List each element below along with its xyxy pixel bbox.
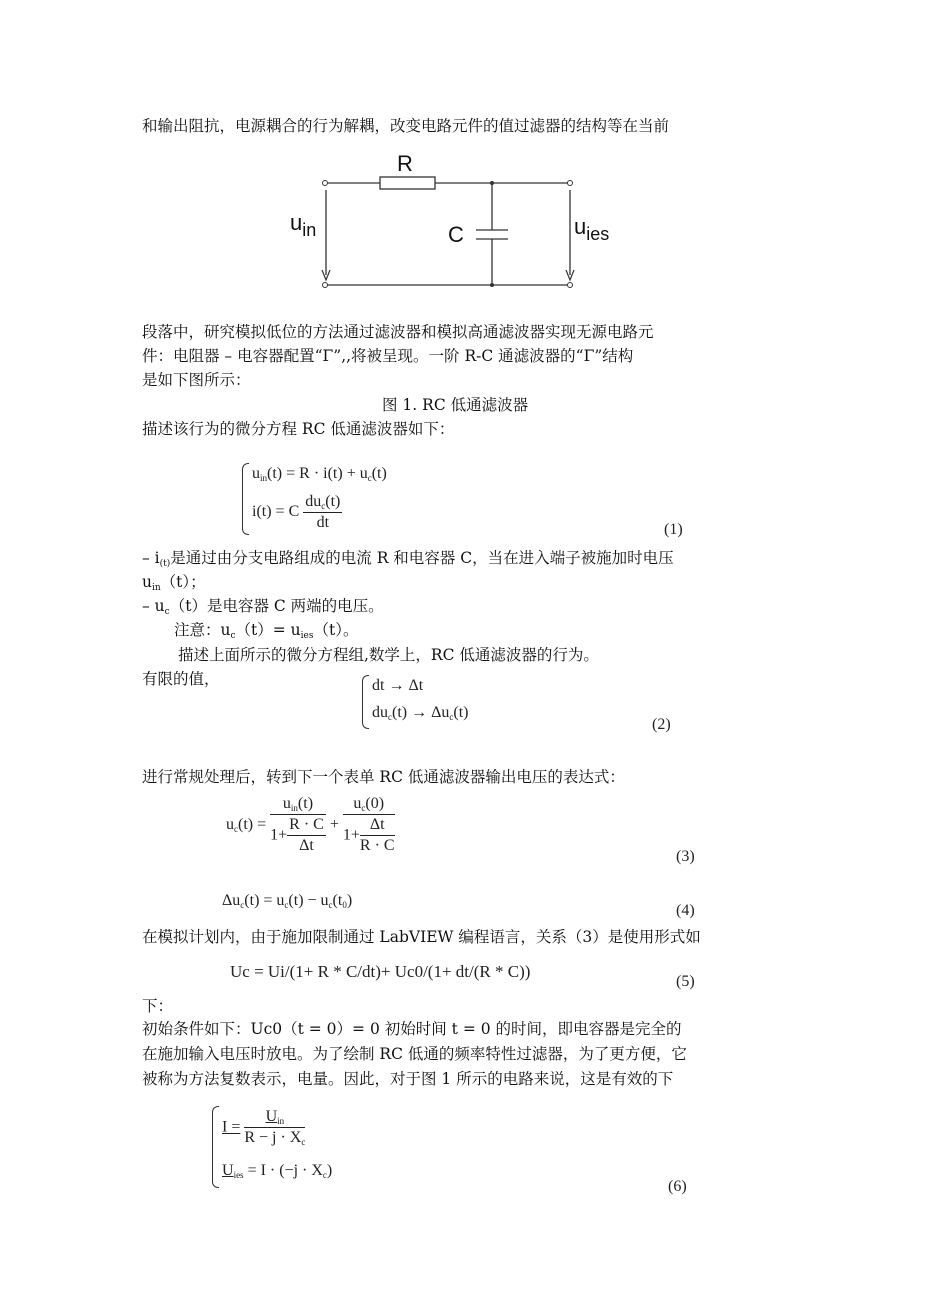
equation-1a: $u_{in}(t) = R \cdot i(t) + u_c(t)$ <box>252 465 387 483</box>
paragraph-line: 描述该行为的微分方程 RC 低通滤波器如下： <box>142 420 455 438</box>
equation-6a: I = $\frac{U_{in}}{R - j \cdot X_c}$ <box>222 1108 306 1147</box>
equation-number: (4) <box>676 902 695 919</box>
paragraph-line: 在施加输入电压时放电。为了绘制 RC 低通的频率特性过滤器，为了更方便，它 <box>142 1045 687 1063</box>
paragraph-line: 初始条件如下：Uc0（t = 0）= 0 初始时间 t = 0 的时间，即电容器是完全的 <box>142 1020 682 1038</box>
paragraph-line: 和输出阻抗，电源耦合的行为解耦，改变电路元件的值过滤器的结构等在当前 <box>142 117 670 135</box>
paragraph-line: 进行常规处理后，转到下一个表单 RC 低通滤波器输出电压的表达式： <box>142 768 625 786</box>
equation-number: (6) <box>668 1178 687 1195</box>
paragraph-line: 描述上面所示的微分方程组,数学上，RC 低通滤波器的行为。 <box>178 646 599 664</box>
equation-6b: $U_{ies} = I \cdot (-j \cdot X_c)$ <box>222 1162 333 1180</box>
equation-number: (5) <box>676 973 695 990</box>
paragraph-line: 件：电阻器 – 电容器配置“Γ”,,将被呈现。一阶 R-C 通滤波器的“Γ”结构 <box>142 347 634 365</box>
figure-caption: 图 1. RC 低通滤波器 <box>382 396 529 414</box>
paragraph-line: 下： <box>142 997 174 1015</box>
paragraph-line: 有限的值， <box>142 670 220 688</box>
paragraph-line: 在模拟计划内，由于施加限制通过 LabVIEW 编程语言，关系（3）是使用形式如 <box>142 928 701 946</box>
paragraph-line: – $i_{(t)}$是通过由分支电路组成的电流 R 和电容器 C，当在进入端子被施加时电压 <box>142 549 674 569</box>
equation-2b: $du_c(t) \to \Delta u_c(t)$ <box>372 704 469 722</box>
rc-circuit-diagram <box>280 150 640 300</box>
equation-brace <box>362 675 369 729</box>
paragraph-line: – $u_c(t)$是电容器 C 两端的电压。 <box>142 597 384 617</box>
equation-brace <box>242 463 249 535</box>
equation-2a: dt → Δt <box>372 677 424 694</box>
paragraph-line: 注意：$u_c(t)= u_{ies}(t)$。 <box>174 621 359 641</box>
equation-3: $u_c(t)$ = $u_{in}(t)$ 1+ $\frac{R \cdot C}{\Delta t}$ + $u_c(0)$ 1+ $\frac{\Delta t}{R \cdot C}$ <box>226 795 395 854</box>
equation-1b: i(t) = C $\frac{du_c(t)}{dt}$ <box>252 493 341 531</box>
paragraph-line: 被称为方法复数表示，电量。因此，对于图 1 所示的电路来说，这是有效的下 <box>142 1070 674 1088</box>
equation-4: $\Delta u_c(t) = u_c(t) - u_c(t_0)$ <box>222 892 353 910</box>
equation-number: (1) <box>664 521 683 538</box>
equation-number: (2) <box>652 716 671 733</box>
equation-brace <box>212 1106 219 1188</box>
capacitor-label: C <box>448 222 464 247</box>
resistor-label: R <box>397 151 413 176</box>
input-voltage-label: $u_{in}$ <box>290 210 317 240</box>
output-voltage-label: $u_{ies}$ <box>574 214 610 244</box>
paragraph-line: 段落中，研究模拟低位的方法通过滤波器和模拟高通滤波器实现无源电路元 <box>142 323 654 341</box>
paragraph-line: $u_{in}(t)$； <box>142 573 206 593</box>
equation-number: (3) <box>676 848 695 865</box>
equation-5: Uc = Ui/(1+ R * C/dt)+ Uc0/(1+ dt/(R * C)) <box>230 962 531 981</box>
paragraph-line: 是如下图所示： <box>142 371 251 389</box>
